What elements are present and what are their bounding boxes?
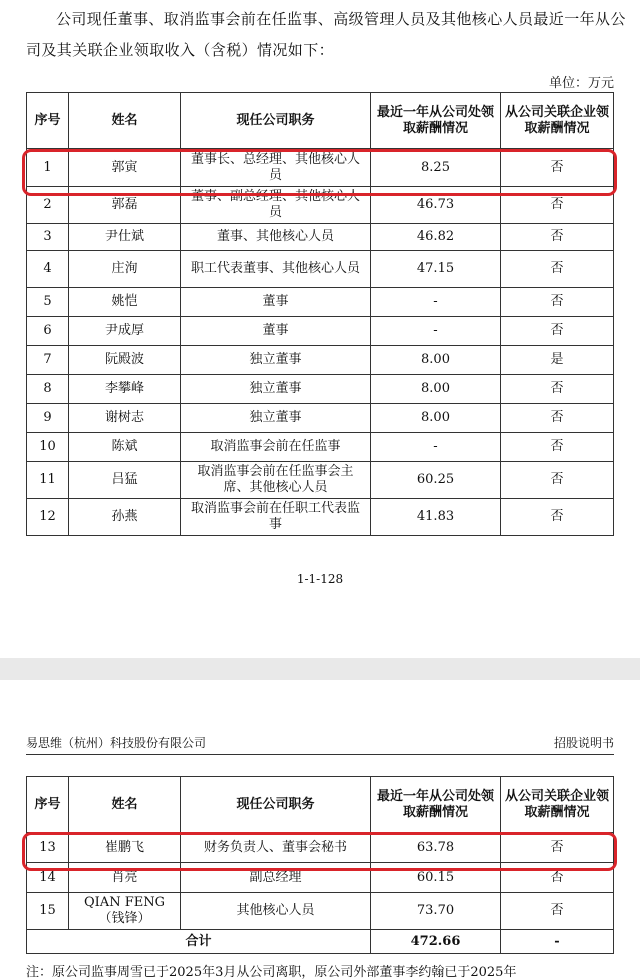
cell-title: 独立董事: [181, 404, 371, 433]
intro-text: 公司现任董事、取消监事会前在任监事、高级管理人员及其他核心人员最近一年从公司及其关联企业领取收入（含税）情况如下：: [26, 10, 626, 59]
cell-pay: -: [371, 433, 501, 462]
cell-related: 是: [501, 346, 614, 375]
cell-pay: 46.82: [371, 224, 501, 251]
intro-paragraph: [26, 4, 626, 66]
cell-name: 阮殿波: [69, 346, 181, 375]
total-label: 合计: [27, 930, 371, 954]
table-row: [27, 317, 614, 346]
total-related: -: [501, 930, 614, 954]
cell-title: 董事: [181, 288, 371, 317]
cell-related: 否: [501, 462, 614, 499]
cell-name: 姚恺: [69, 288, 181, 317]
page-number: 1-1-128: [296, 572, 344, 586]
header-no: 序号: [27, 777, 69, 833]
cell-name: 崔鹏飞: [69, 833, 181, 863]
cell-no: 6: [27, 317, 69, 346]
cell-title: 财务负责人、董事会秘书: [181, 833, 371, 863]
table-row: [27, 251, 614, 288]
cell-name: 郭磊: [69, 187, 181, 224]
header-pay: 最近一年从公司处领取薪酬情况: [371, 93, 501, 149]
cell-related: 否: [501, 149, 614, 187]
cell-name: 庄洵: [69, 251, 181, 288]
cell-related: 否: [501, 404, 614, 433]
cell-title: 董事长、总经理、其他核心人员: [181, 149, 371, 187]
cell-no: 3: [27, 224, 69, 251]
cell-related: 否: [501, 863, 614, 893]
compensation-table: [26, 92, 614, 536]
cell-pay: 46.73: [371, 187, 501, 224]
cell-pay: -: [371, 288, 501, 317]
running-header-doc: 招股说明书: [553, 736, 614, 750]
cell-no: 9: [27, 404, 69, 433]
cell-related: 否: [501, 317, 614, 346]
compensation-table-continued: [26, 776, 614, 954]
cell-pay: 73.70: [371, 893, 501, 930]
header-related: 从公司关联企业领取薪酬情况: [501, 93, 614, 149]
cell-name: 孙燕: [69, 499, 181, 536]
header-rule: [26, 754, 614, 755]
table-row: [27, 462, 614, 499]
header-related: 从公司关联企业领取薪酬情况: [501, 777, 614, 833]
cell-name: 吕猛: [69, 462, 181, 499]
cell-related: 否: [501, 833, 614, 863]
cell-no: 8: [27, 375, 69, 404]
cell-related: 否: [501, 893, 614, 930]
cell-pay: 47.15: [371, 251, 501, 288]
footnote: 注：原公司监事周雪已于2025年3月从公司离职，原公司外部董事李约翰已于2025年: [26, 965, 517, 980]
cell-title: 取消监事会前在任监事: [181, 433, 371, 462]
header-name: 姓名: [69, 777, 181, 833]
cell-title: 副总经理: [181, 863, 371, 893]
cell-related: 否: [501, 375, 614, 404]
page-separator: [0, 658, 640, 680]
cell-name: 郭寅: [69, 149, 181, 187]
table-row: [27, 224, 614, 251]
table-row: [27, 288, 614, 317]
cell-pay: 60.15: [371, 863, 501, 893]
cell-related: 否: [501, 288, 614, 317]
header-no: 序号: [27, 93, 69, 149]
cell-name: QIAN FENG（钱锋）: [69, 893, 181, 930]
cell-pay: 63.78: [371, 833, 501, 863]
header-title: 现任公司职务: [181, 93, 371, 149]
cell-no: 11: [27, 462, 69, 499]
cell-no: 12: [27, 499, 69, 536]
cell-pay: 8.00: [371, 404, 501, 433]
table-header-row: [27, 777, 614, 833]
document-page-lower: [0, 680, 640, 980]
cell-pay: 8.25: [371, 149, 501, 187]
total-pay: 472.66: [371, 930, 501, 954]
cell-name: 谢树志: [69, 404, 181, 433]
cell-related: 否: [501, 187, 614, 224]
cell-related: 否: [501, 499, 614, 536]
table-row: [27, 404, 614, 433]
table-header-row: [27, 93, 614, 149]
table-row: [27, 433, 614, 462]
cell-title: 董事、副总经理、其他核心人员: [181, 187, 371, 224]
cell-pay: 8.00: [371, 346, 501, 375]
cell-no: 2: [27, 187, 69, 224]
cell-name: 李攀峰: [69, 375, 181, 404]
cell-no: 7: [27, 346, 69, 375]
cell-title: 其他核心人员: [181, 893, 371, 930]
total-row: [27, 930, 614, 954]
cell-pay: 60.25: [371, 462, 501, 499]
cell-related: 否: [501, 251, 614, 288]
cell-pay: 8.00: [371, 375, 501, 404]
cell-no: 14: [27, 863, 69, 893]
cell-no: 1: [27, 149, 69, 187]
cell-related: 否: [501, 224, 614, 251]
header-name: 姓名: [69, 93, 181, 149]
cell-title: 独立董事: [181, 375, 371, 404]
cell-pay: 41.83: [371, 499, 501, 536]
cell-no: 13: [27, 833, 69, 863]
cell-title: 董事: [181, 317, 371, 346]
cell-name: 陈斌: [69, 433, 181, 462]
table-row: [27, 187, 614, 224]
table-row: [27, 499, 614, 536]
table-row: [27, 833, 614, 863]
cell-name: 尹成厚: [69, 317, 181, 346]
cell-pay: -: [371, 317, 501, 346]
cell-no: 15: [27, 893, 69, 930]
cell-name: 肖亮: [69, 863, 181, 893]
cell-title: 独立董事: [181, 346, 371, 375]
header-title: 现任公司职务: [181, 777, 371, 833]
header-pay: 最近一年从公司处领取薪酬情况: [371, 777, 501, 833]
table-row: [27, 893, 614, 930]
cell-title: 职工代表董事、其他核心人员: [181, 251, 371, 288]
unit-label: 单位：万元: [548, 76, 614, 91]
cell-title: 董事、其他核心人员: [181, 224, 371, 251]
running-header-company: 易思维（杭州）科技股份有限公司: [26, 736, 207, 750]
table-row: [27, 863, 614, 893]
cell-name: 尹仕斌: [69, 224, 181, 251]
cell-title: 取消监事会前在任监事会主席、其他核心人员: [181, 462, 371, 499]
cell-title: 取消监事会前在任职工代表监事: [181, 499, 371, 536]
table-row: [27, 149, 614, 187]
cell-no: 5: [27, 288, 69, 317]
cell-no: 4: [27, 251, 69, 288]
table-row: [27, 346, 614, 375]
cell-related: 否: [501, 433, 614, 462]
table-row: [27, 375, 614, 404]
cell-no: 10: [27, 433, 69, 462]
